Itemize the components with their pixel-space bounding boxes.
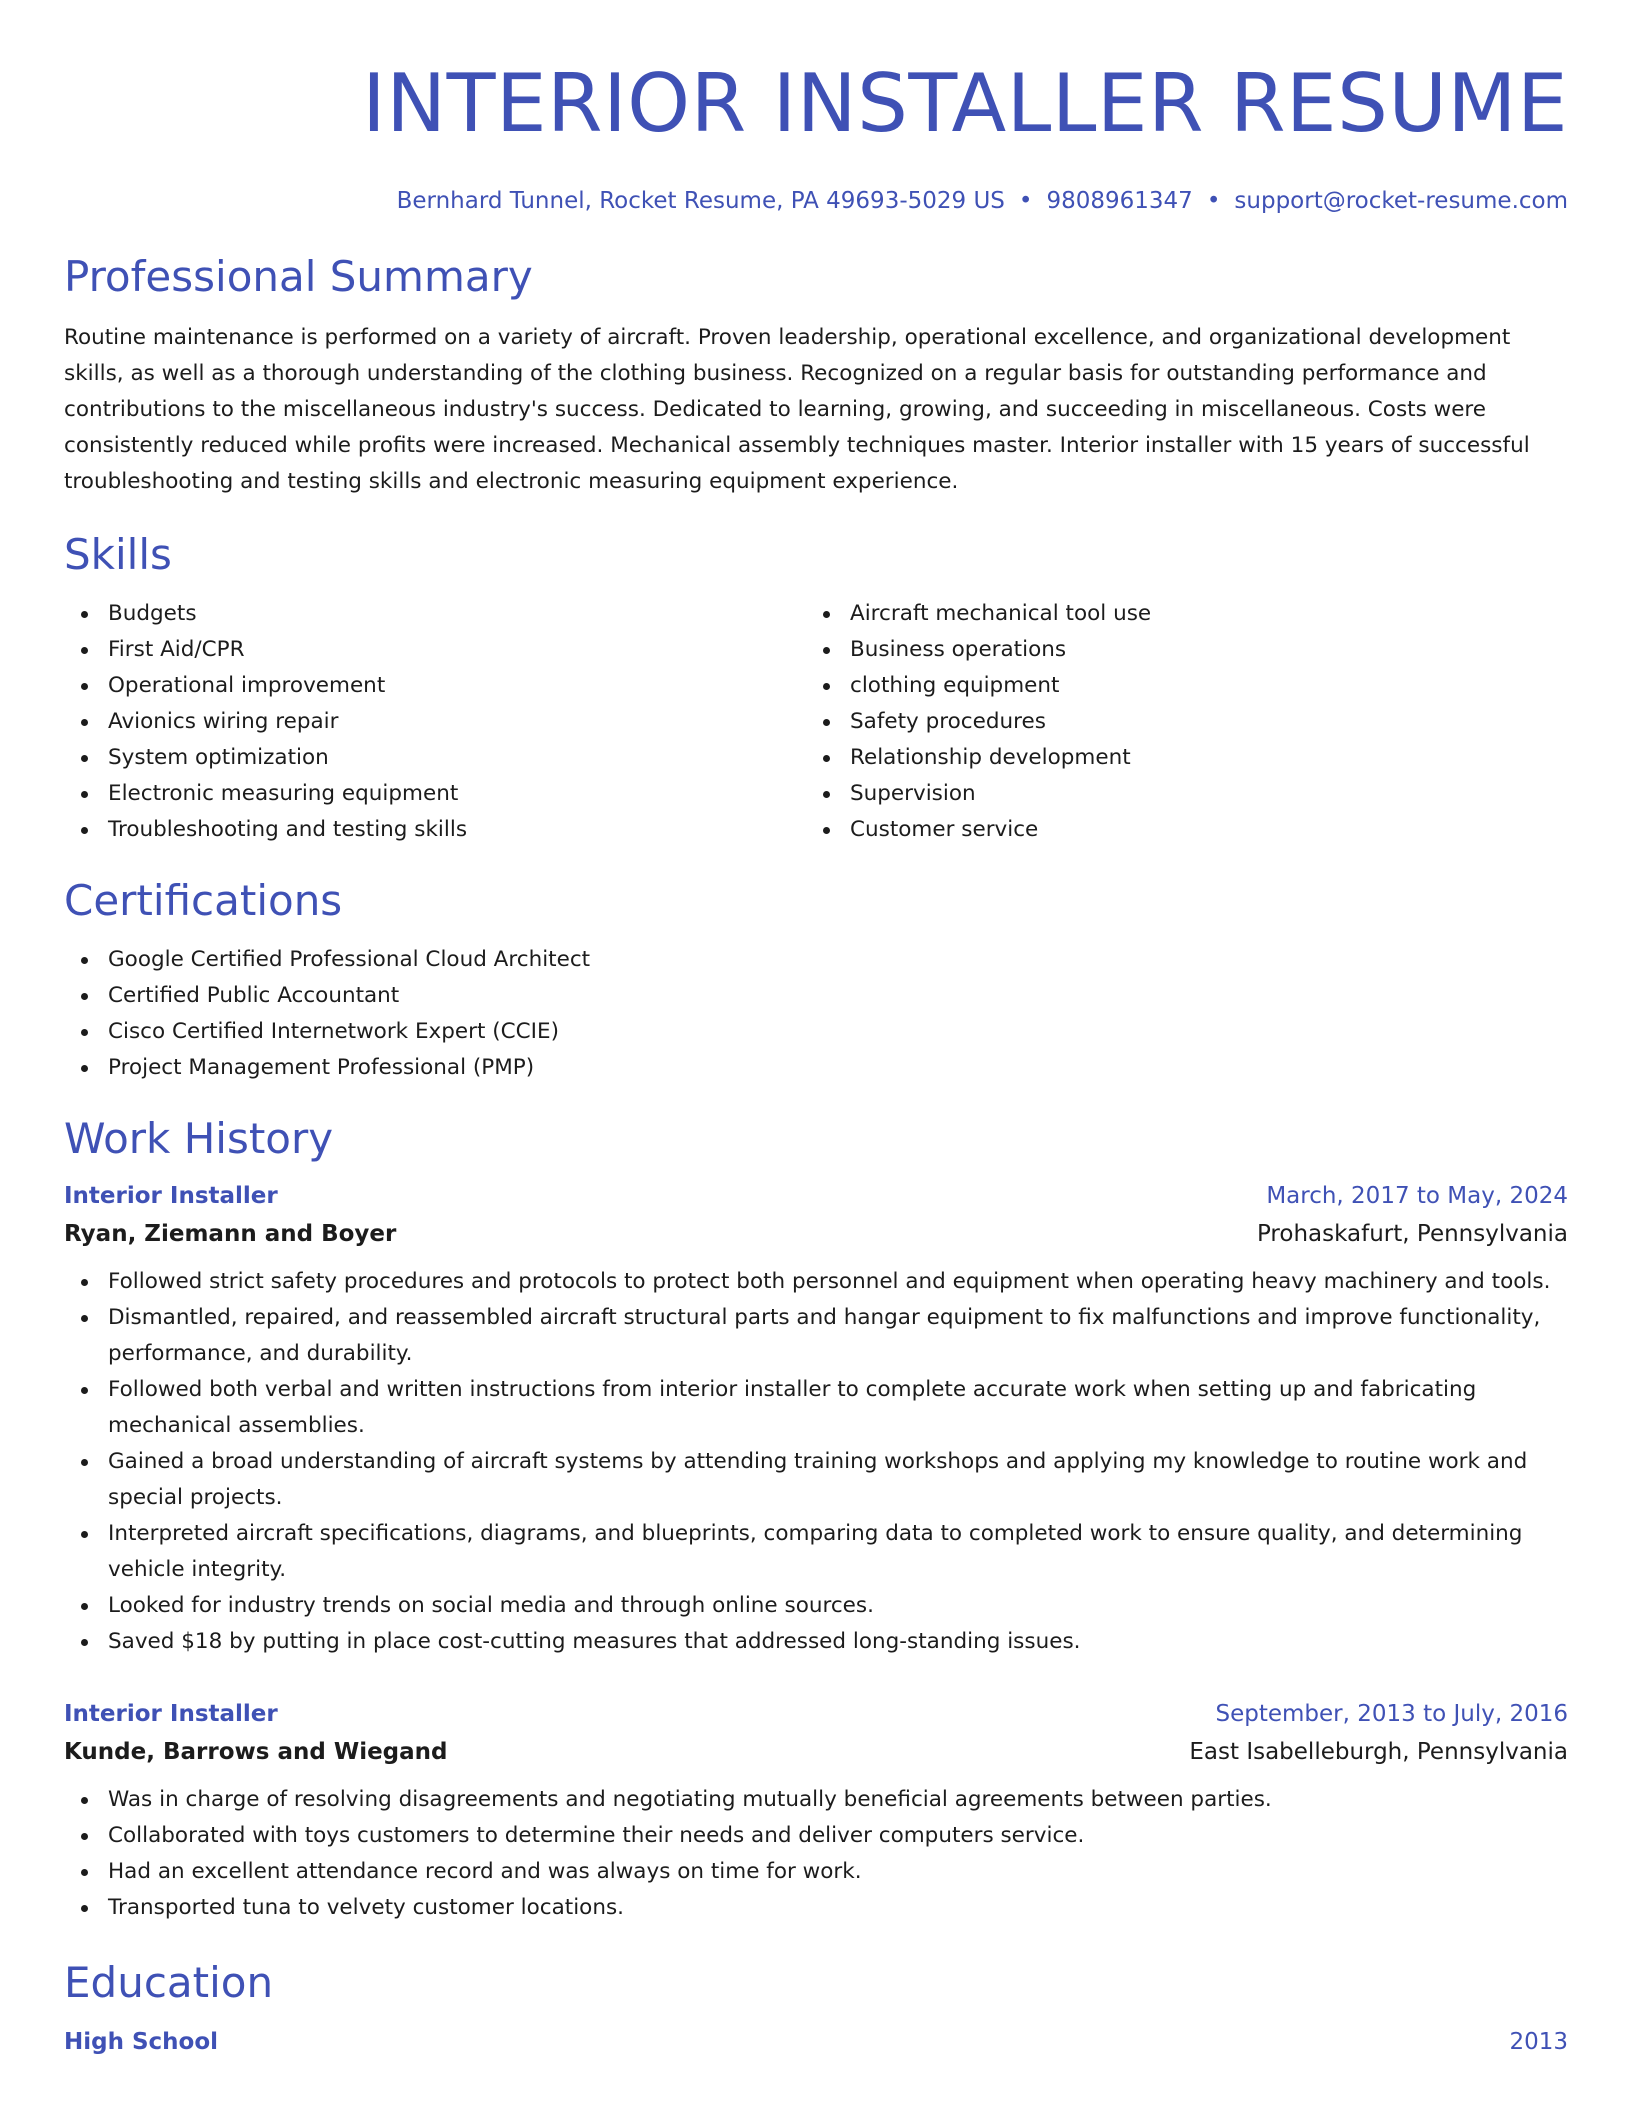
certifications-heading: Certifications: [64, 876, 343, 925]
skill-item: Budgets: [108, 596, 806, 632]
skill-item: Troubleshooting and testing skills: [108, 812, 806, 848]
skill-item: First Aid/CPR: [108, 632, 806, 668]
contact-separator: •: [1018, 188, 1033, 214]
skill-item: Electronic measuring equipment: [108, 776, 806, 812]
certification-item: Cisco Certified Internetwork Expert (CCIE): [108, 1014, 1568, 1050]
skill-item: System optimization: [108, 740, 806, 776]
job-company-row: [64, 1732, 1568, 1772]
skill-item: Relationship development: [850, 740, 1548, 776]
job-bullet: Looked for industry trends on social media and through online sources.: [108, 1588, 1568, 1624]
job-bullet: Had an excellent attendance record and was always on time for work.: [108, 1854, 1568, 1890]
job-entry: [64, 1178, 1568, 1660]
job-company-row: [64, 1214, 1568, 1254]
skill-item: Operational improvement: [108, 668, 806, 704]
job-bullet: Saved $18 by putting in place cost-cutting measures that addressed long-standing issues.: [108, 1624, 1568, 1660]
summary-heading: Professional Summary: [64, 252, 533, 301]
certification-item: Google Certified Professional Cloud Architect: [108, 942, 1568, 978]
job-bullet-list: [64, 1782, 1568, 1926]
skill-item: Customer service: [850, 812, 1548, 848]
skill-item: Aircraft mechanical tool use: [850, 596, 1548, 632]
job-header-row: [64, 1696, 1568, 1732]
job-bullet: Followed strict safety procedures and protocols to protect both personnel and equipment when operating heavy machinery and tools.: [108, 1264, 1568, 1300]
skill-item: Safety procedures: [850, 704, 1548, 740]
contact-phone: 9808961347: [1046, 188, 1193, 214]
job-header-row: [64, 1178, 1568, 1214]
education-degree: High School: [64, 2029, 219, 2055]
job-bullet: Was in charge of resolving disagreements and negotiating mutually beneficial agreements between parties.: [108, 1782, 1568, 1818]
job-bullet: Followed both verbal and written instructions from interior installer to complete accurate work when setting up and fabricating mechanical assemblies.: [108, 1372, 1568, 1444]
job-title: Interior Installer: [64, 1701, 278, 1727]
skills-heading: Skills: [64, 530, 172, 579]
skill-item: Business operations: [850, 632, 1548, 668]
contact-line: [64, 186, 1568, 216]
job-title: Interior Installer: [64, 1183, 278, 1209]
work-history-heading: Work History: [64, 1114, 334, 1163]
skills-list: [64, 596, 1568, 848]
skill-item: clothing equipment: [850, 668, 1548, 704]
certification-item: Certified Public Accountant: [108, 978, 1568, 1014]
certifications-list: [64, 942, 1568, 1086]
job-dates: March, 2017 to May, 2024: [1266, 1183, 1568, 1209]
summary-text: Routine maintenance is performed on a variety of aircraft. Proven leadership, operational excellence, and organizational development skills, as well as a thorough understanding of the clothing business. Recognized on a regular basis for outstanding performance and contributions to the miscellaneous industry's success. Dedicated to learning, growing, and succeeding in miscellaneous. Costs were consistently reduced while profits were increased. Mechanical assembly techniques master. Interior installer with 15 years of successful troubleshooting and testing skills and electronic measuring equipment experience.: [64, 325, 1530, 494]
job-bullet: Interpreted aircraft specifications, diagrams, and blueprints, comparing data to completed work to ensure quality, and determining vehicle integrity.: [108, 1516, 1568, 1588]
skill-item: Supervision: [850, 776, 1548, 812]
job-bullet-list: [64, 1264, 1568, 1660]
contact-email: support@rocket-resume.com: [1234, 188, 1568, 214]
job-bullet: Collaborated with toys customers to determine their needs and deliver computers service.: [108, 1818, 1568, 1854]
certification-item: Project Management Professional (PMP): [108, 1050, 1568, 1086]
education-year: 2013: [1509, 2029, 1568, 2055]
education-heading: Education: [64, 1958, 274, 2007]
education-entry: [64, 2024, 1568, 2060]
job-location: East Isabelleburgh, Pennsylvania: [1189, 1739, 1568, 1765]
contact-separator: •: [1206, 188, 1221, 214]
job-company: Kunde, Barrows and Wiegand: [64, 1739, 448, 1765]
job-company: Ryan, Ziemann and Boyer: [64, 1221, 397, 1247]
contact-address: Bernhard Tunnel, Rocket Resume, PA 49693-5029 US: [396, 188, 1005, 214]
resume-title: INTERIOR INSTALLER RESUME: [362, 57, 1568, 150]
job-location: Prohaskafurt, Pennsylvania: [1256, 1221, 1568, 1247]
job-bullet: Gained a broad understanding of aircraft systems by attending training workshops and applying my knowledge to routine work and special projects.: [108, 1444, 1568, 1516]
skills-column-right: [806, 596, 1548, 848]
skills-column-left: [64, 596, 806, 848]
skill-item: Avionics wiring repair: [108, 704, 806, 740]
job-dates: September, 2013 to July, 2016: [1215, 1701, 1568, 1727]
job-bullet: Transported tuna to velvety customer locations.: [108, 1890, 1568, 1926]
job-entry: [64, 1696, 1568, 1926]
job-bullet: Dismantled, repaired, and reassembled aircraft structural parts and hangar equipment to fix malfunctions and improve functionality, performance, and durability.: [108, 1300, 1568, 1372]
